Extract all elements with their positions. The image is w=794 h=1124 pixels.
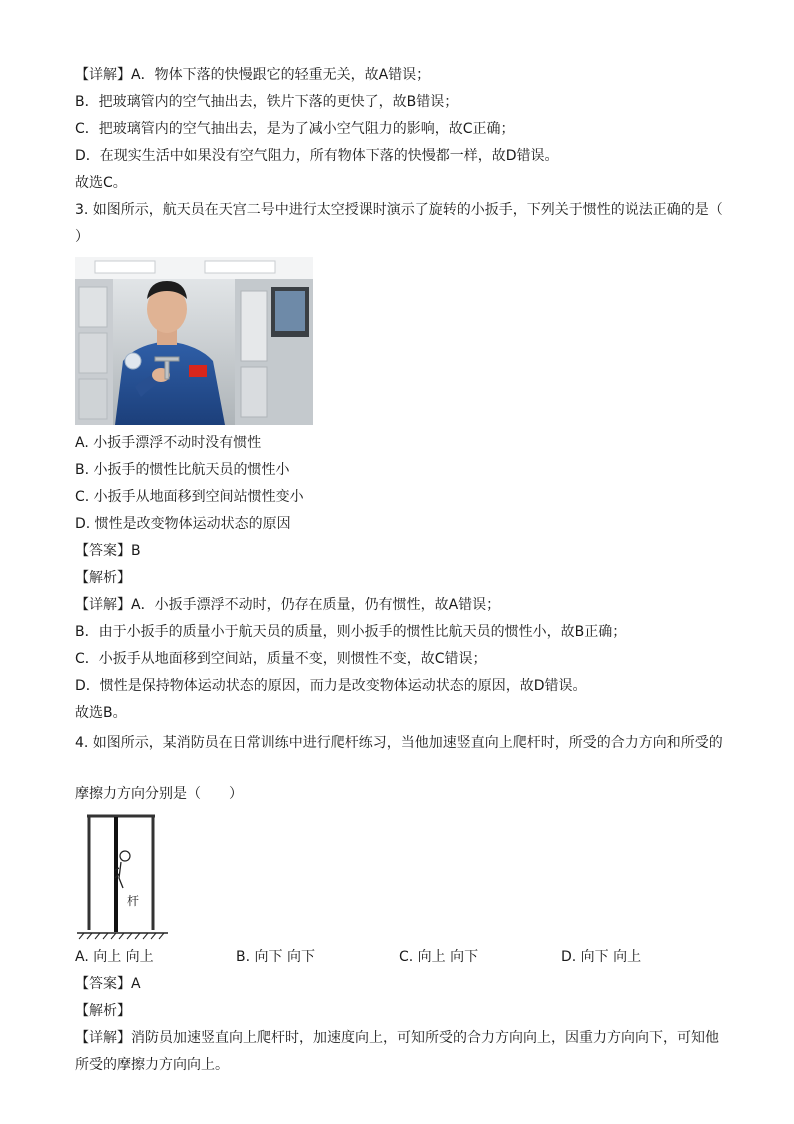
q3-option-a: A. 小扳手漂浮不动时没有惯性 (75, 435, 262, 451)
q4-option-a: A. 向上 向上 (75, 949, 154, 965)
q4-stem-line1: 4. 如图所示，某消防员在日常训练中进行爬杆练习，当他加速竖直向上爬杆时，所受的合力方向和所受的 (75, 735, 723, 751)
q3-option-b: B. 小扳手的惯性比航天员的惯性小 (75, 462, 290, 478)
prev-detail-b: B．把玻璃管内的空气抽出去，铁片下落的更快了，故B错误； (75, 94, 459, 110)
q3-stem-line2: ） (75, 229, 89, 245)
prev-detail-c: C．把玻璃管内的空气抽出去，是为了减小空气阻力的影响，故C正确； (75, 121, 515, 137)
q4-answer: 【答案】A (75, 976, 141, 992)
q3-answer: 【答案】B (75, 543, 141, 559)
q3-analysis: 【解析】 (75, 570, 131, 586)
climbing-pole-figure (75, 812, 170, 940)
prev-detail-a: 【详解】A．物体下落的快慢跟它的轻重无关，故A错误； (75, 67, 431, 83)
q3-option-d: D. 惯性是改变物体运动状态的原因 (75, 516, 291, 532)
q4-option-d: D. 向下 向上 (561, 949, 642, 965)
prev-detail-d: D．在现实生活中如果没有空气阻力，所有物体下落的快慢都一样，故D错误。 (75, 148, 559, 164)
q3-option-c: C. 小扳手从地面移到空间站惯性变小 (75, 489, 304, 505)
q4-option-c: C. 向上 向下 (399, 949, 479, 965)
q4-analysis: 【解析】 (75, 1003, 131, 1019)
q3-detail-a: 【详解】A．小扳手漂浮不动时，仍存在质量，仍有惯性，故A错误； (75, 597, 501, 613)
q4-stem-line2: 摩擦力方向分别是（ ） (75, 786, 243, 802)
q3-detail-c: C．小扳手从地面移到空间站，质量不变，则惯性不变，故C错误； (75, 651, 487, 667)
q3-detail-d: D．惯性是保持物体运动状态的原因，而力是改变物体运动状态的原因，故D错误。 (75, 678, 587, 694)
astronaut-photo (75, 257, 313, 425)
pole-label: 杆 (127, 894, 140, 908)
q3-stem-line1: 3. 如图所示，航天员在天宫二号中进行太空授课时演示了旋转的小扳手，下列关于惯性的说法正确的是（ (75, 202, 723, 218)
q3-choose: 故选B。 (75, 705, 127, 721)
q4-option-b: B. 向下 向下 (236, 949, 315, 965)
q4-detail-line1: 【详解】消防员加速竖直向上爬杆时，加速度向上，可知所受的合力方向向上，因重力方向向下，可知他 (75, 1030, 719, 1046)
q4-detail-line2: 所受的摩擦力方向向上。 (75, 1057, 229, 1073)
prev-choose: 故选C。 (75, 175, 127, 191)
q3-detail-b: B．由于小扳手的质量小于航天员的质量，则小扳手的惯性比航天员的惯性小，故B正确； (75, 624, 627, 640)
